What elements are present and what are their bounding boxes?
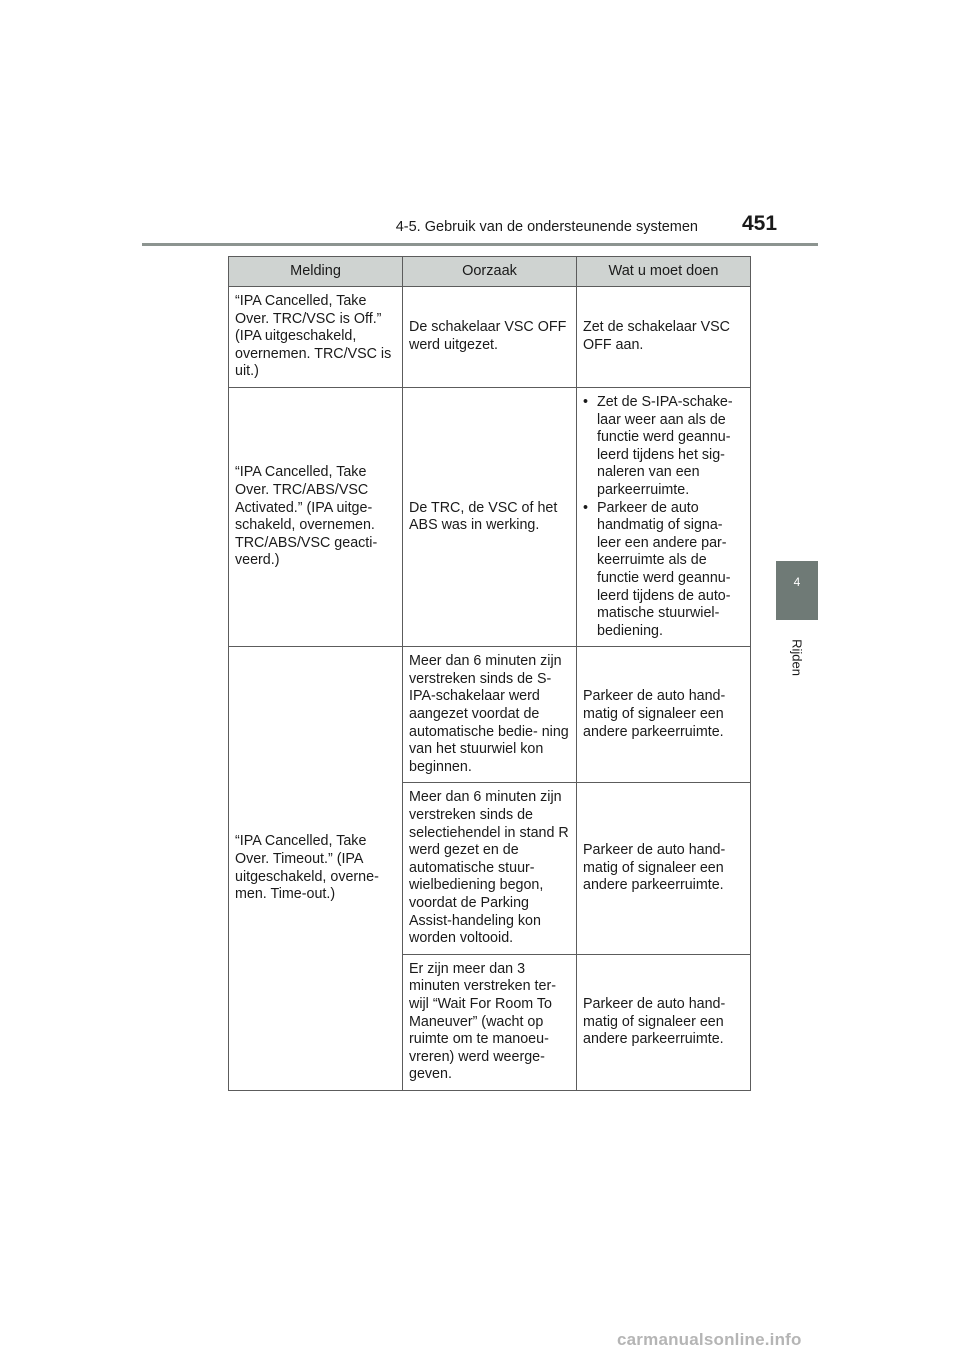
action-cell: Parkeer de auto hand- matig of signaleer een andere parkeerruimte.: [577, 647, 751, 783]
action-cell: Parkeer de auto hand- matig of signaleer een andere parkeerruimte.: [577, 783, 751, 954]
page-number: 451: [742, 212, 778, 235]
cause-cell: Meer dan 6 minuten zijn verstreken sinds de S-IPA-schakelaar werd aangezet voordat de automatische bedie- ning van het stuurwiel kon beginnen.: [403, 647, 577, 783]
chapter-label: Rijden: [789, 639, 805, 676]
cause-cell: Meer dan 6 minuten zijn verstreken sinds de selectiehendel in stand R werd gezet en de automatische stuur- wielbediening begon, voordat de Parking Assist-handeling kon worden voltooid.: [403, 783, 577, 954]
message-cell: “IPA Cancelled, Take Over. TRC/ABS/VSC Activated.” (IPA uitge- schakeld, overnemen. TRC/ABS/VSC geacti- veerd.): [229, 387, 403, 646]
page-header: [0, 0, 960, 250]
action-cell: [577, 387, 751, 646]
header-divider: [142, 243, 818, 246]
cause-cell: De schakelaar VSC OFF werd uitgezet.: [403, 287, 577, 388]
column-header-action: Wat u moet doen: [577, 257, 751, 287]
table-row: [229, 647, 751, 783]
chapter-tab: 4: [776, 561, 818, 620]
section-title: 4-5. Gebruik van de ondersteunende systemen: [395, 219, 698, 235]
cause-cell: De TRC, de VSC of het ABS was in werking.: [403, 387, 577, 646]
list-item: • Zet de S-IPA-schake- laar weer aan als de functie werd geannu- leerd tijdens het sig- naleren van een parkeerruimte.: [583, 394, 744, 500]
column-header-message: Melding: [229, 257, 403, 287]
table-header-row: [229, 257, 751, 287]
column-header-cause: Oorzaak: [403, 257, 577, 287]
watermark-text: carmanualsonline.info: [617, 1330, 802, 1349]
action-cell: Parkeer de auto hand- matig of signaleer een andere parkeerruimte.: [577, 954, 751, 1090]
table-row: [229, 287, 751, 388]
message-cell: “IPA Cancelled, Take Over. Timeout.” (IPA uitgeschakeld, overne- men. Time-out.): [229, 647, 403, 1091]
table-row: [229, 387, 751, 646]
action-list: [583, 394, 744, 640]
warning-messages-table: [228, 256, 751, 1091]
cause-cell: Er zijn meer dan 3 minuten verstreken ter- wijl “Wait For Room To Maneuver” (wacht op ruimte om te manoeu- vreren) werd weerge- geven.: [403, 954, 577, 1090]
list-item: • Parkeer de auto handmatig of signa- leer een andere par- keerruimte als de functie werd geannu- leerd tijdens de auto- matische stuurwiel- bediening.: [583, 500, 744, 641]
action-cell: Zet de schakelaar VSC OFF aan.: [577, 287, 751, 388]
message-cell: “IPA Cancelled, Take Over. TRC/VSC is Off.” (IPA uitgeschakeld, overnemen. TRC/VSC is uit.): [229, 287, 403, 388]
